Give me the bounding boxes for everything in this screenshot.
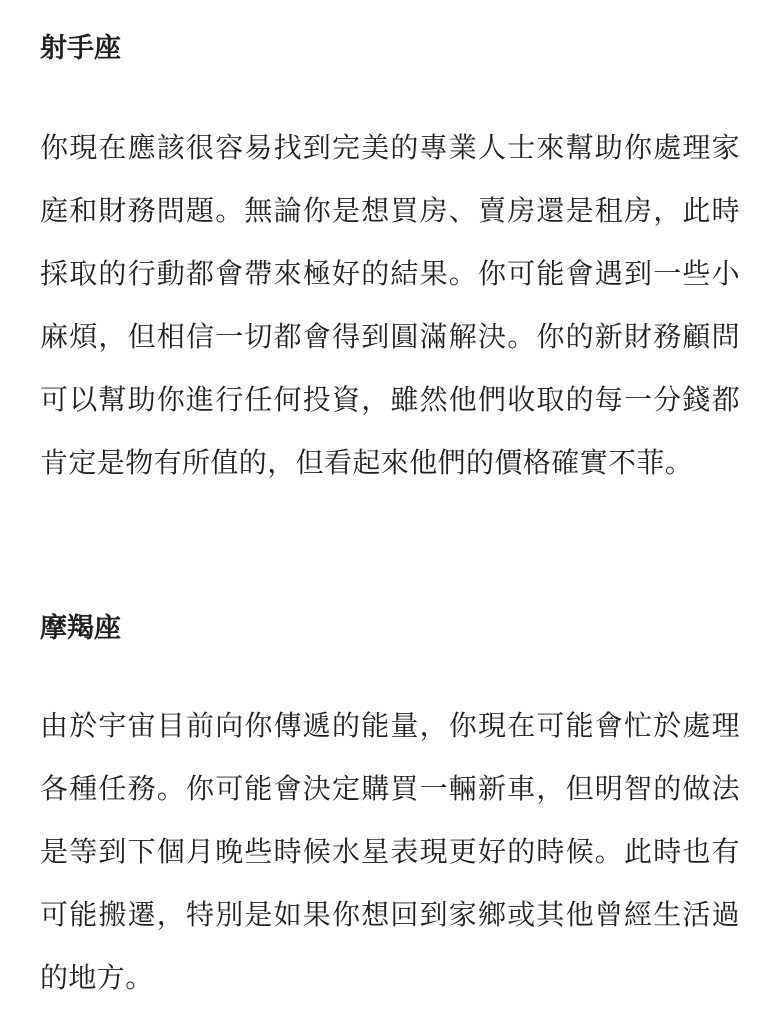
capricorn-paragraph: 由於宇宙目前向你傳遞的能量，你現在可能會忙於處理各種任務。你可能會決定購買一輛新車，但明智的做法是等到下個月晚些時候水星表現更好的時候。此時也有可能搬遷，特別是如果你想回到家鄉或其他曾經生活過的地方。 (40, 709, 740, 994)
capricorn-heading: 摩羯座 (40, 613, 121, 644)
sagittarius-heading: 射手座 (40, 33, 121, 64)
sagittarius-paragraph: 你現在應該很容易找到完美的專業人士來幫助你處理家庭和財務問題。無論你是想買房、賣房還是租房，此時採取的行動都會帶來極好的結果。你可能會遇到一些小麻煩，但相信一切都會得到圓滿解決。你的新財務顧問可以幫助你進行任何投資，雖然他們收取的每一分錢都肯定是物有所值的，但看起來他們的價格確實不菲。 (40, 131, 740, 479)
